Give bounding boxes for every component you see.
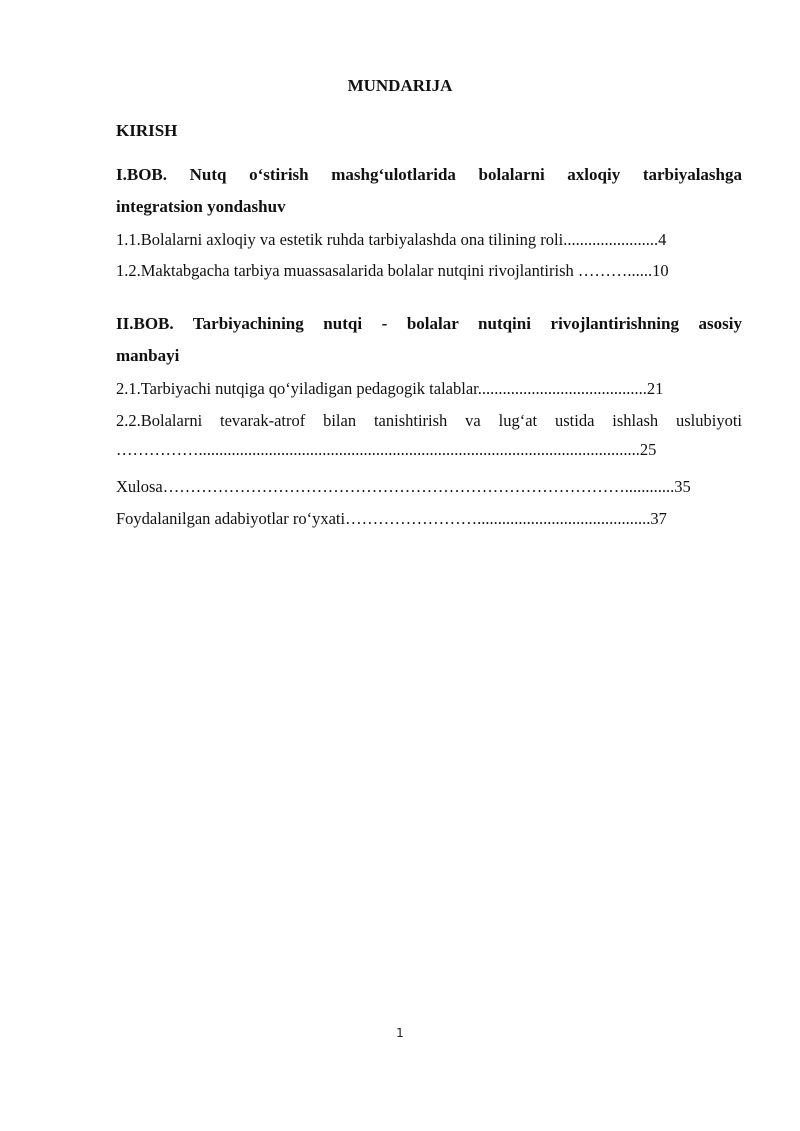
entry-2-2-line-2: ……………...........................................................................................................25	[116, 440, 657, 459]
toc-chapter-1	[116, 159, 742, 223]
toc-entry-1-2: 1.2.Maktabgacha tarbiya muassasalarida bolalar nutqini rivojlantirish ………......10	[116, 261, 669, 280]
toc-title: MUNDARIJA	[347, 76, 453, 95]
page-number: 1	[396, 1026, 404, 1040]
toc-chapter-2	[116, 308, 742, 372]
chapter-1-line-1: I.BOB. Nutq o‘stirish mashg‘ulotlarida bolalarni axloqiy tarbiyalashga	[116, 165, 742, 184]
toc-kirish: KIRISH	[116, 121, 178, 140]
toc-adabiyotlar: Foydalanilgan adabiyotlar ro‘yxati……………………..........................................37	[116, 509, 667, 528]
entry-2-2-line-1: 2.2.Bolalarni tevarak-atrof bilan tanishtirish va lug‘at ustida ishlash uslubiyoti	[116, 411, 742, 430]
chapter-2-line-1: II.BOB. Tarbiyachining nutqi - bolalar nutqini rivojlantirishning asosiy	[116, 314, 742, 333]
toc-entry-1-1: 1.1.Bolalarni axloqiy va estetik ruhda tarbiyalashda ona tilining roli.......................4	[116, 230, 667, 249]
toc-entry-2-1: 2.1.Tarbiyachi nutqiga qo‘yiladigan pedagogik talablar.........................................21	[116, 379, 664, 398]
toc-entry-2-2	[116, 406, 742, 464]
toc-xulosa: Xulosa…………………………………………………………………………............35	[116, 477, 691, 496]
chapter-1-line-2: integratsion yondashuv	[116, 197, 286, 216]
chapter-2-line-2: manbayi	[116, 346, 180, 365]
